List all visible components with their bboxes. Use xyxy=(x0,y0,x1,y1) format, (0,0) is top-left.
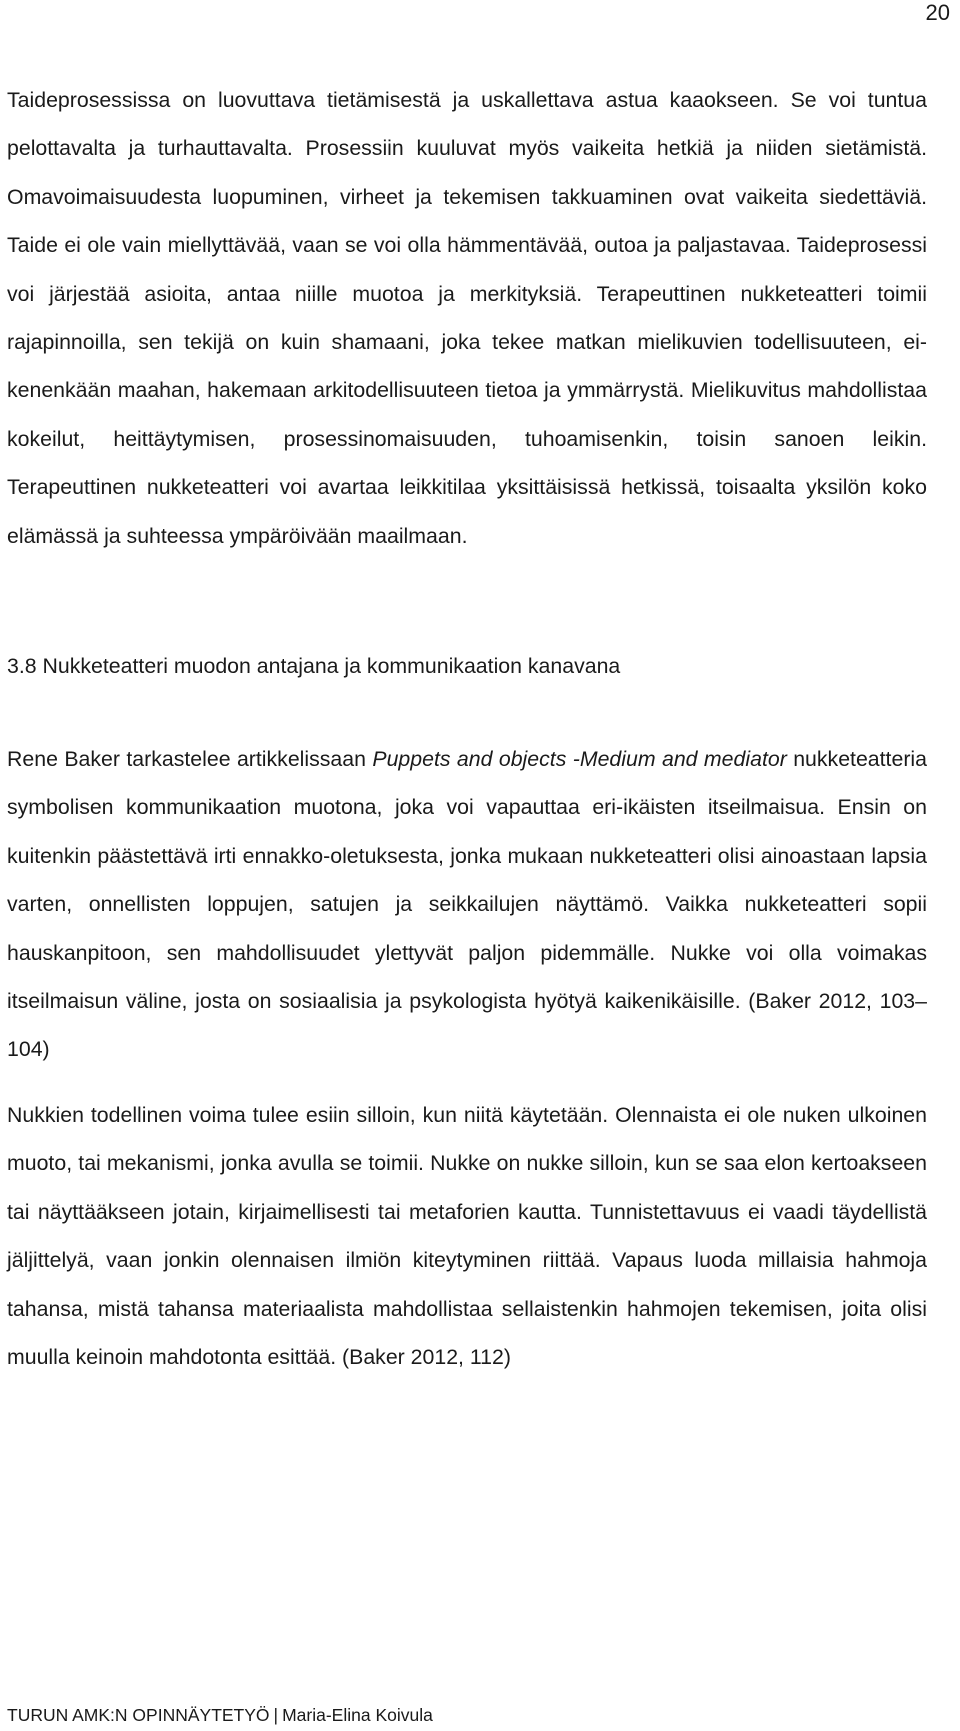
footer-author: Maria-Elina Koivula xyxy=(282,1705,433,1725)
page-number: 20 xyxy=(925,0,950,25)
footer-institution: TURUN AMK:N OPINNÄYTETYÖ xyxy=(7,1705,270,1725)
body-paragraph-1: Taideprosessissa on luovuttava tietämisestä ja uskallettava astua kaaokseen. Se voi tuntua pelottavalta ja turhauttavalta. Prosessiin kuuluvat myös vaikeita hetkiä ja niiden sietämistä. Omavoimaisuudesta luopuminen, virheet ja tekemisen takkuaminen ovat vaikeita siedettäviä. Taide ei ole vain miellyttävää, vaan se voi olla hämmentävää, outoa ja paljastavaa. Taideprosessi voi järjestää asioita, antaa niille muotoa ja merkityksiä. Terapeuttinen nukketeatteri toimii rajapinnoilla, sen tekijä on kuin shamaani, joka tekee matkan mielikuvien todellisuuteen, ei-kenenkään maahan, hakemaan arkitodellisuuteen tietoa ja ymmärrystä. Mielikuvitus mahdollistaa kokeilut, heittäytymisen, prosessinomaisuuden, tuhoamisenkin, toisin sanoen leikin. Terapeuttinen nukketeatteri voi avartaa leikkitilaa yksittäisissä hetkissä, toisaalta yksilön koko elämässä ja suhteessa ympäröivään maailmaan. xyxy=(7,88,927,548)
body-paragraph-2 xyxy=(7,735,927,1074)
footer-separator: | xyxy=(273,1705,279,1725)
page-footer xyxy=(7,1705,433,1725)
body-paragraph-3: Nukkien todellinen voima tulee esiin silloin, kun niitä käytetään. Olennaista ei ole nuken ulkoinen muoto, tai mekanismi, jonka avulla se toimii. Nukke on nukke silloin, kun se saa elon kertoakseen tai näyttääkseen jotain, kirjaimellisesti tai metaforien kautta. Tunnistettavuus ei vaadi täydellistä jäljittelyä, vaan jonkin olennaisen ilmiön kiteytyminen riittää. Vapaus luoda millaisia hahmoja tahansa, mistä tahansa materiaalista mahdollistaa sellaistenkin hahmojen tekemisen, joita olisi muulla keinoin mahdotonta esittää. (Baker 2012, 112) xyxy=(7,1103,927,1370)
paragraph-2-text-start: Rene Baker tarkastelee artikkelissaan xyxy=(7,747,373,771)
paragraph-2-text-end: nukketeatteria symbolisen kommunikaation muotona, joka voi vapauttaa eri-ikäisten itseilmaisua. Ensin on kuitenkin päästettävä irti ennakko-oletuksesta, jonka mukaan nukketeatteri olisi ainoastaan lapsia varten, onnellisten loppujen, satujen ja seikkailujen näyttämö. Vaikka nukketeatteri sopii hauskanpitoon, sen mahdollisuudet ylettyvät paljon pidemmälle. Nukke voi olla voimakas itseilmaisun väline, josta on sosiaalisia ja psykologista hyötyä kaikenikäisille. (Baker 2012, 103–104) xyxy=(7,747,927,1062)
article-title: Puppets and objects -Medium and mediator xyxy=(372,747,787,771)
section-heading: 3.8 Nukketeatteri muodon antajana ja kommunikaation kanavana xyxy=(7,654,621,678)
